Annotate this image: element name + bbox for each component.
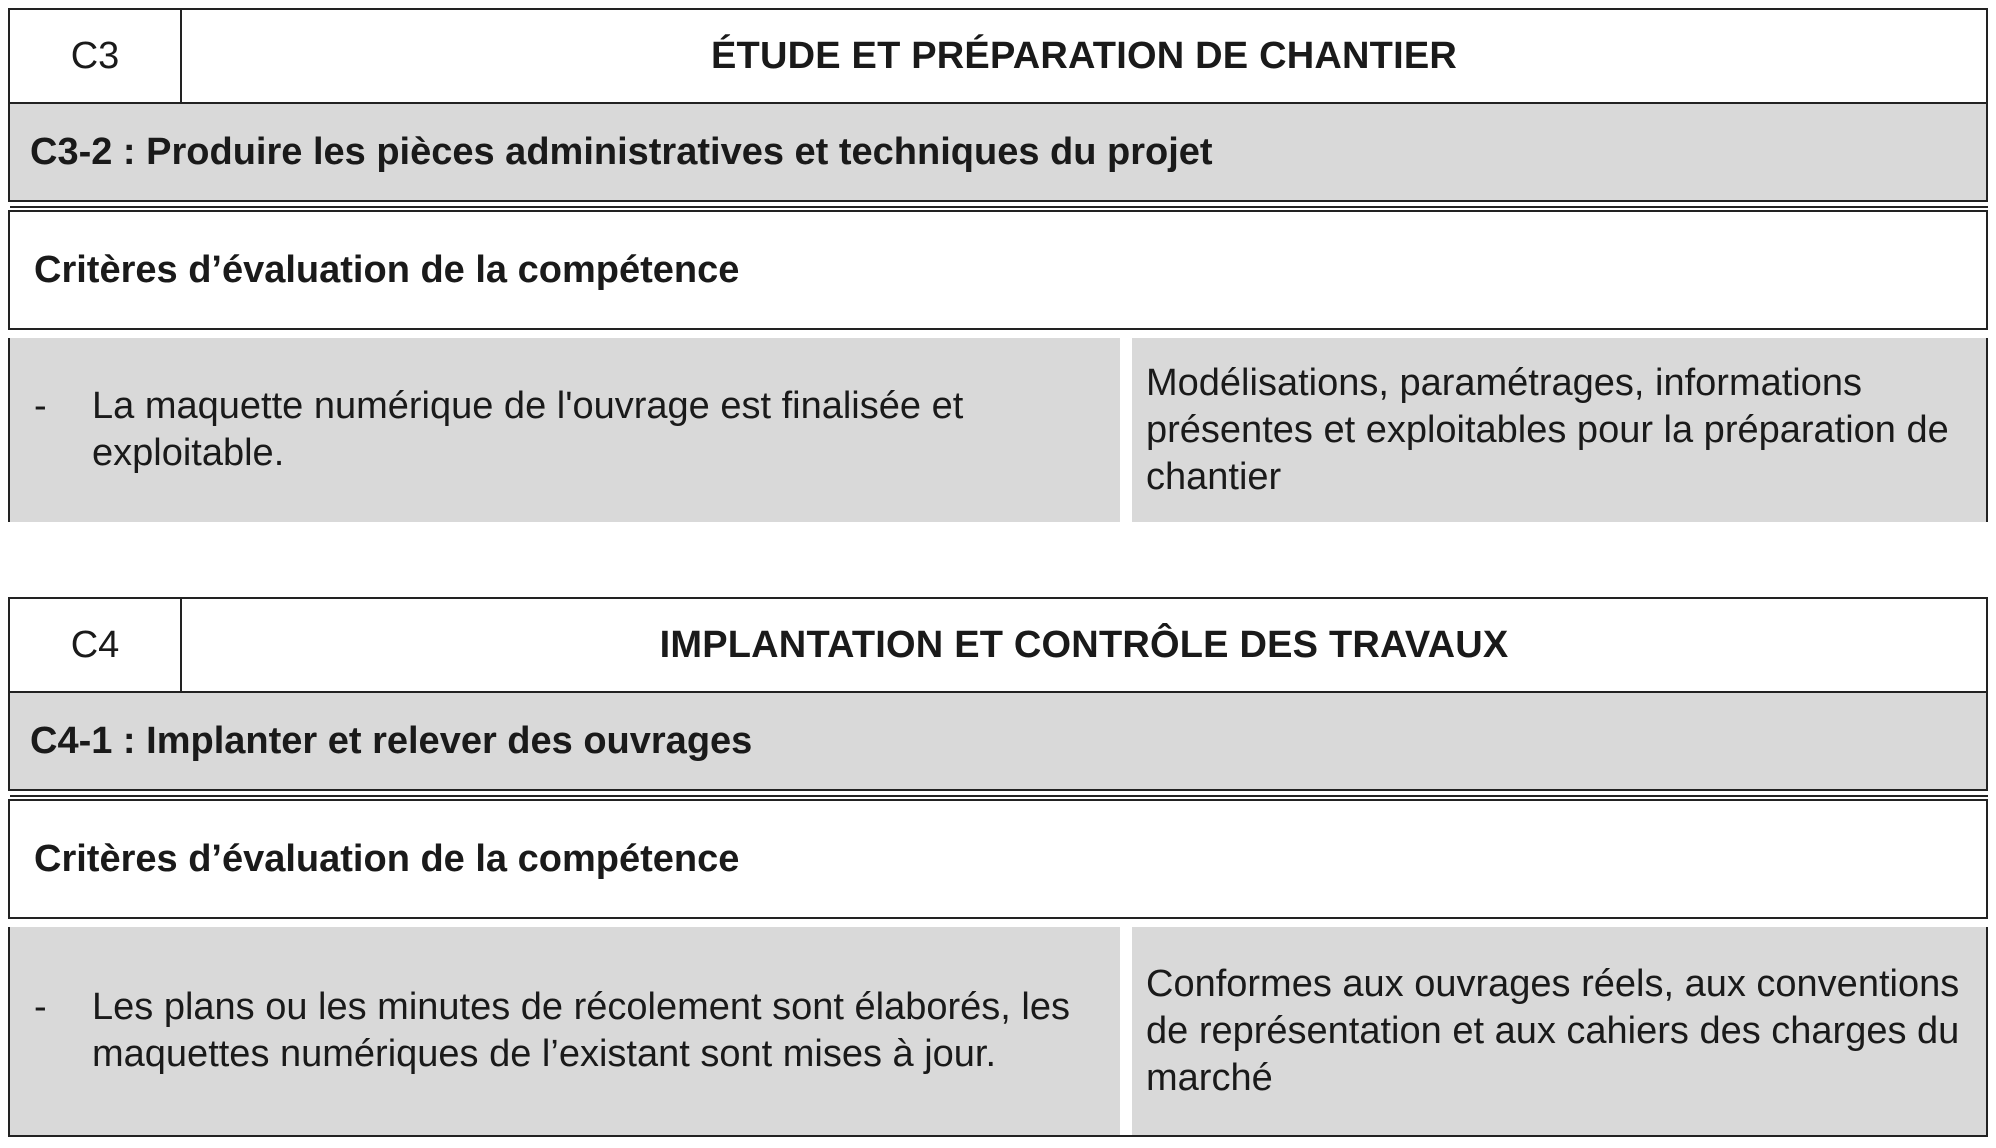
criteria-heading: Critères d’évaluation de la compétence bbox=[8, 210, 1988, 330]
bullet-dash: - bbox=[34, 385, 47, 427]
section-code: C3 bbox=[10, 10, 182, 102]
section-header bbox=[8, 8, 1988, 104]
competence-subtitle: C3-2 : Produire les pièces administratives et techniques du projet bbox=[8, 104, 1988, 202]
section-title: ÉTUDE ET PRÉPARATION DE CHANTIER bbox=[710, 34, 1458, 77]
cell-divider bbox=[1120, 338, 1132, 522]
section-code: C4 bbox=[10, 599, 182, 691]
section-title: IMPLANTATION ET CONTRÔLE DES TRAVAUX bbox=[659, 623, 1509, 666]
section-header bbox=[8, 597, 1988, 693]
indicator-cell bbox=[1132, 338, 1986, 522]
cell-divider bbox=[1120, 927, 1132, 1135]
section-c4 bbox=[8, 597, 1988, 1137]
criteria-detail-row bbox=[8, 927, 1988, 1137]
divider bbox=[8, 202, 1988, 210]
criteria-heading: Critères d’évaluation de la compétence bbox=[8, 799, 1988, 919]
criterion-cell bbox=[10, 927, 1120, 1135]
criterion-text: Les plans ou les minutes de récolement sont élaborés, les maquettes numériques de l’existant sont mises à jour. bbox=[92, 986, 1070, 1075]
criterion-item bbox=[34, 383, 1100, 477]
section-c3 bbox=[8, 8, 1988, 522]
criterion-cell bbox=[10, 338, 1120, 522]
criteria-detail-row bbox=[8, 338, 1988, 522]
criterion-item bbox=[34, 984, 1100, 1078]
indicator-text: Modélisations, paramétrages, informations présentes et exploitables pour la préparation de chantier bbox=[1146, 361, 1949, 498]
indicator-cell bbox=[1132, 927, 1986, 1135]
competence-subtitle: C4-1 : Implanter et relever des ouvrages bbox=[8, 693, 1988, 791]
spacer bbox=[8, 330, 1988, 338]
spacer bbox=[8, 919, 1988, 927]
divider bbox=[8, 791, 1988, 799]
bullet-dash: - bbox=[34, 986, 47, 1028]
criterion-text: La maquette numérique de l'ouvrage est finalisée et exploitable. bbox=[92, 385, 964, 474]
indicator-text: Conformes aux ouvrages réels, aux conventions de représentation et aux cahiers des charges du marché bbox=[1146, 962, 1960, 1099]
